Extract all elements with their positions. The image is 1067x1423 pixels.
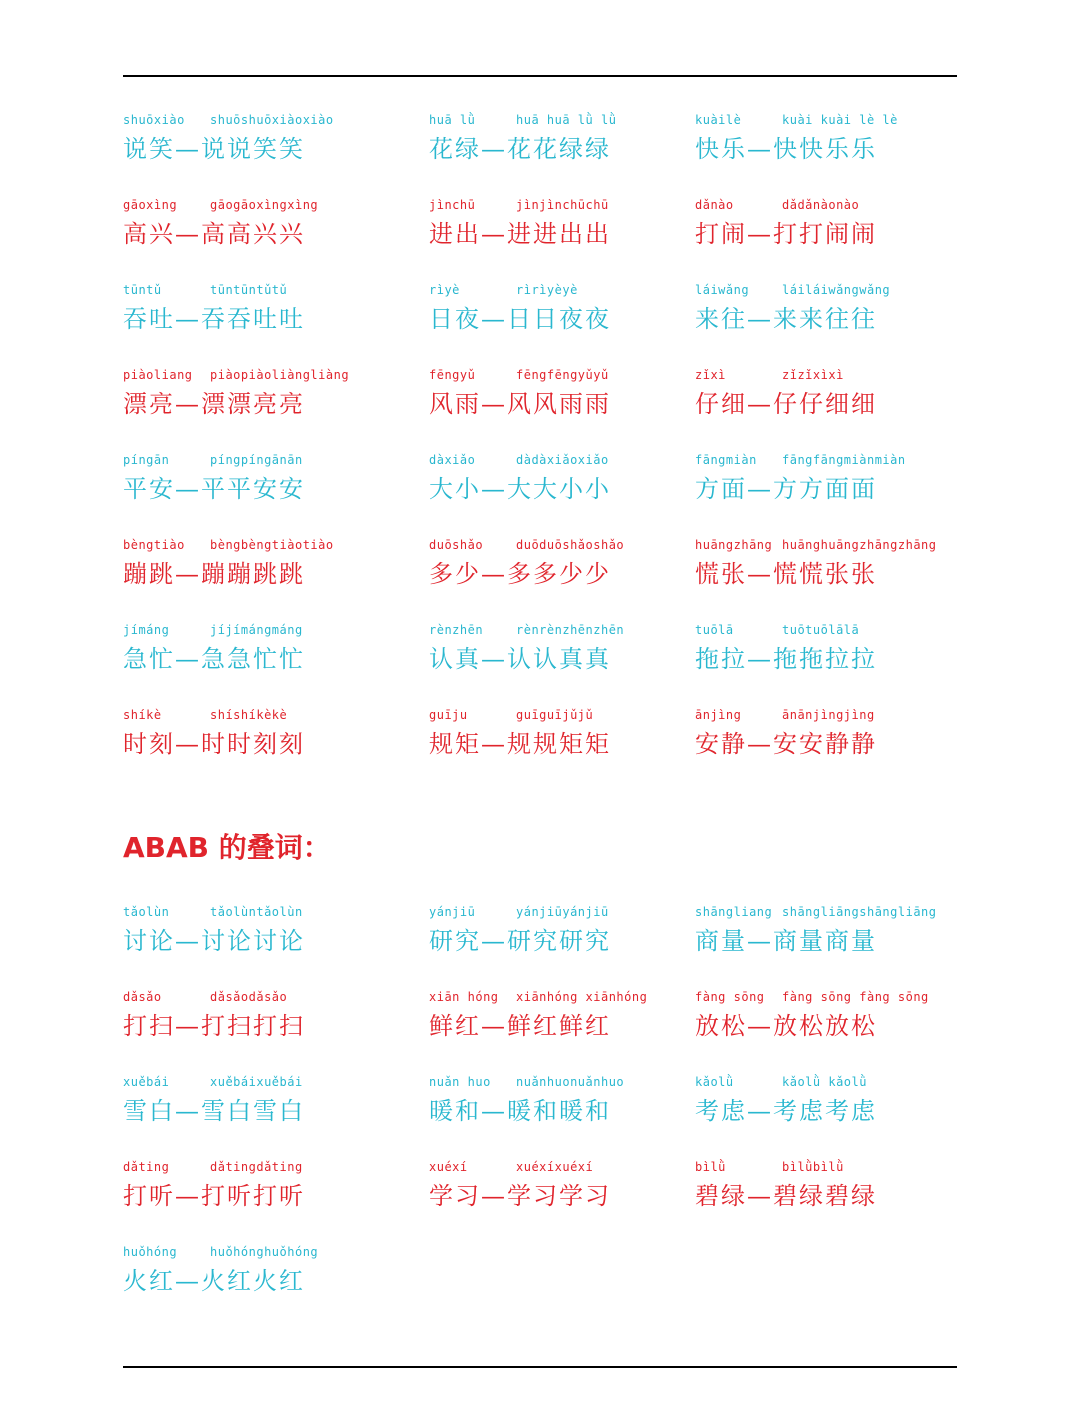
pinyin-base: jímáng	[123, 623, 170, 637]
word-pair: 鲜红—鲜红鲜红	[429, 1012, 611, 1040]
pinyin-base: dǎting	[123, 1160, 170, 1174]
word-pair: 来往—来来往往	[695, 305, 877, 333]
word-pair: 安静—安安静静	[695, 730, 877, 758]
word-entry	[695, 905, 957, 990]
word-pair: 大小—大大小小	[429, 475, 611, 503]
pinyin-reduplicated: tūntūntǔtǔ	[210, 283, 288, 297]
pinyin-base: shuōxiào	[123, 113, 185, 127]
word-entry	[123, 990, 429, 1075]
pinyin-base: tūntǔ	[123, 283, 162, 297]
word-pair: 吞吐—吞吞吐吐	[123, 305, 305, 333]
word-entry	[695, 283, 957, 368]
word-entry	[695, 990, 957, 1075]
word-pair: 花绿—花花绿绿	[429, 135, 611, 163]
pinyin-base: fēngyǔ	[429, 368, 476, 382]
word-entry	[123, 453, 429, 538]
word-entry	[695, 538, 957, 623]
pinyin-reduplicated: duōduōshǎoshǎo	[516, 538, 625, 552]
word-pair: 急忙—急急忙忙	[123, 645, 305, 673]
pinyin-base: bìlǜ	[695, 1160, 726, 1174]
pinyin-base: rènzhēn	[429, 623, 484, 637]
pinyin-reduplicated: dàdàxiǎoxiǎo	[516, 453, 609, 467]
pinyin-base: huǒhóng	[123, 1245, 178, 1259]
word-entry	[695, 708, 957, 793]
word-pair: 说笑—说说笑笑	[123, 135, 305, 163]
word-entry	[123, 1245, 429, 1330]
pinyin-base: tǎolùn	[123, 905, 170, 919]
pinyin-base: dǎnào	[695, 198, 734, 212]
pinyin-base: guīju	[429, 708, 468, 722]
word-entry	[429, 708, 695, 793]
pinyin-reduplicated: xiānhóng xiānhóng	[516, 990, 648, 1004]
pinyin-reduplicated: piàopiàoliàngliàng	[210, 368, 350, 382]
pinyin-base: kǎolǜ	[695, 1075, 734, 1089]
pinyin-base: huāngzhāng	[695, 538, 773, 552]
pinyin-base: yánjiū	[429, 905, 476, 919]
pinyin-reduplicated: ānānjìngjìng	[782, 708, 875, 722]
word-entry	[429, 990, 695, 1075]
pinyin-reduplicated: xuěbáixuěbái	[210, 1075, 303, 1089]
pinyin-base: rìyè	[429, 283, 460, 297]
pinyin-reduplicated: dǎdǎnàonào	[782, 198, 860, 212]
word-entry	[695, 1075, 957, 1160]
pinyin-reduplicated: rènrènzhēnzhēn	[516, 623, 625, 637]
pinyin-reduplicated: píngpíngānān	[210, 453, 303, 467]
pinyin-reduplicated: dǎtingdǎting	[210, 1160, 303, 1174]
pinyin-reduplicated: bìlǜbìlǜ	[782, 1160, 844, 1174]
word-entry	[123, 113, 429, 198]
bottom-rule	[123, 1366, 957, 1368]
aabb-word-grid	[123, 113, 957, 793]
word-entry	[429, 1075, 695, 1160]
pinyin-base: shíkè	[123, 708, 162, 722]
word-pair: 快乐—快快乐乐	[695, 135, 877, 163]
word-pair: 蹦跳—蹦蹦跳跳	[123, 560, 305, 588]
word-entry	[123, 708, 429, 793]
word-entry	[695, 1160, 957, 1245]
word-pair: 平安—平平安安	[123, 475, 305, 503]
pinyin-base: fāngmiàn	[695, 453, 757, 467]
word-pair: 打闹—打打闹闹	[695, 220, 877, 248]
pinyin-base: kuàilè	[695, 113, 742, 127]
word-pair: 碧绿—碧绿碧绿	[695, 1182, 877, 1210]
pinyin-reduplicated: huānghuāngzhāngzhāng	[782, 538, 937, 552]
pinyin-reduplicated: fēngfēngyǔyǔ	[516, 368, 609, 382]
word-entry	[123, 283, 429, 368]
pinyin-reduplicated: xuéxíxuéxí	[516, 1160, 594, 1174]
word-entry	[123, 368, 429, 453]
pinyin-base: dǎsǎo	[123, 990, 162, 1004]
pinyin-reduplicated: fāngfāngmiànmiàn	[782, 453, 906, 467]
word-pair: 火红—火红火红	[123, 1267, 305, 1295]
pinyin-reduplicated: tǎolùntǎolùn	[210, 905, 303, 919]
pinyin-reduplicated: huā huā lǜ lǜ	[516, 113, 617, 127]
word-pair: 拖拉—拖拖拉拉	[695, 645, 877, 673]
pinyin-reduplicated: gāogāoxìngxìng	[210, 198, 319, 212]
word-pair: 讨论—讨论讨论	[123, 927, 305, 955]
pinyin-base: jìnchū	[429, 198, 476, 212]
pinyin-reduplicated: kuài kuài lè lè	[782, 113, 898, 127]
pinyin-base: zǐxì	[695, 368, 726, 382]
word-entry	[695, 368, 957, 453]
word-entry	[429, 368, 695, 453]
word-entry	[695, 453, 957, 538]
pinyin-base: xiān hóng	[429, 990, 499, 1004]
pinyin-base: huā lǜ	[429, 113, 476, 127]
word-entry	[429, 283, 695, 368]
pinyin-reduplicated: dǎsǎodǎsǎo	[210, 990, 288, 1004]
abab-heading: ABAB 的叠词：	[123, 831, 331, 864]
word-pair: 风雨—风风雨雨	[429, 390, 611, 418]
word-pair: 认真—认认真真	[429, 645, 611, 673]
pinyin-reduplicated: fàng sōng fàng sōng	[782, 990, 929, 1004]
word-pair: 时刻—时时刻刻	[123, 730, 305, 758]
word-entry	[429, 453, 695, 538]
pinyin-base: píngān	[123, 453, 170, 467]
pinyin-reduplicated: huǒhónghuǒhóng	[210, 1245, 319, 1259]
word-pair: 规矩—规规矩矩	[429, 730, 611, 758]
word-pair: 商量—商量商量	[695, 927, 877, 955]
word-pair: 方面—方方面面	[695, 475, 877, 503]
word-entry	[123, 905, 429, 990]
word-pair: 漂亮—漂漂亮亮	[123, 390, 305, 418]
pinyin-base: xuěbái	[123, 1075, 170, 1089]
word-entry	[429, 198, 695, 283]
pinyin-reduplicated: yánjiūyánjiū	[516, 905, 609, 919]
word-entry	[429, 538, 695, 623]
pinyin-base: dàxiǎo	[429, 453, 476, 467]
word-entry	[695, 198, 957, 283]
pinyin-reduplicated: láiláiwǎngwǎng	[782, 283, 891, 297]
pinyin-base: xuéxí	[429, 1160, 468, 1174]
pinyin-base: shāngliang	[695, 905, 773, 919]
word-entry	[429, 905, 695, 990]
word-entry	[123, 623, 429, 708]
pinyin-base: ānjìng	[695, 708, 742, 722]
word-entry	[695, 623, 957, 708]
word-pair: 进出—进进出出	[429, 220, 611, 248]
word-entry	[695, 113, 957, 198]
pinyin-reduplicated: shāngliāngshāngliāng	[782, 905, 937, 919]
word-pair: 考虑—考虑考虑	[695, 1097, 877, 1125]
word-pair: 慌张—慌慌张张	[695, 560, 877, 588]
top-rule	[123, 75, 957, 77]
word-pair: 多少—多多少少	[429, 560, 611, 588]
word-entry	[429, 1160, 695, 1245]
pinyin-base: tuōlā	[695, 623, 734, 637]
word-pair: 研究—研究研究	[429, 927, 611, 955]
word-entry	[429, 623, 695, 708]
word-pair: 打扫—打扫打扫	[123, 1012, 305, 1040]
pinyin-base: gāoxìng	[123, 198, 178, 212]
pinyin-reduplicated: nuǎnhuonuǎnhuo	[516, 1075, 625, 1089]
pinyin-reduplicated: rìrìyèyè	[516, 283, 578, 297]
pinyin-reduplicated: bèngbèngtiàotiào	[210, 538, 334, 552]
word-entry	[429, 113, 695, 198]
pinyin-reduplicated: jíjímángmáng	[210, 623, 303, 637]
word-pair: 高兴—高高兴兴	[123, 220, 305, 248]
pinyin-reduplicated: jìnjìnchūchū	[516, 198, 609, 212]
word-pair: 日夜—日日夜夜	[429, 305, 611, 333]
pinyin-base: fàng sōng	[695, 990, 765, 1004]
pinyin-reduplicated: shuōshuōxiàoxiào	[210, 113, 334, 127]
word-pair: 放松—放松放松	[695, 1012, 877, 1040]
word-entry	[123, 538, 429, 623]
pinyin-reduplicated: tuōtuōlālā	[782, 623, 860, 637]
word-entry	[123, 1160, 429, 1245]
abab-word-grid	[123, 905, 957, 1330]
word-pair: 雪白—雪白雪白	[123, 1097, 305, 1125]
pinyin-base: piàoliang	[123, 368, 193, 382]
word-pair: 暖和—暖和暖和	[429, 1097, 611, 1125]
pinyin-base: bèngtiào	[123, 538, 185, 552]
word-entry	[123, 1075, 429, 1160]
word-pair: 仔细—仔仔细细	[695, 390, 877, 418]
pinyin-reduplicated: kǎolǜ kǎolǜ	[782, 1075, 867, 1089]
pinyin-base: nuǎn huo	[429, 1075, 491, 1089]
pinyin-reduplicated: guīguījǔjǔ	[516, 708, 594, 722]
pinyin-base: láiwǎng	[695, 283, 750, 297]
word-pair: 打听—打听打听	[123, 1182, 305, 1210]
pinyin-reduplicated: shíshíkèkè	[210, 708, 288, 722]
word-entry	[123, 198, 429, 283]
pinyin-reduplicated: zǐzǐxìxì	[782, 368, 844, 382]
pinyin-base: duōshǎo	[429, 538, 484, 552]
word-pair: 学习—学习学习	[429, 1182, 611, 1210]
